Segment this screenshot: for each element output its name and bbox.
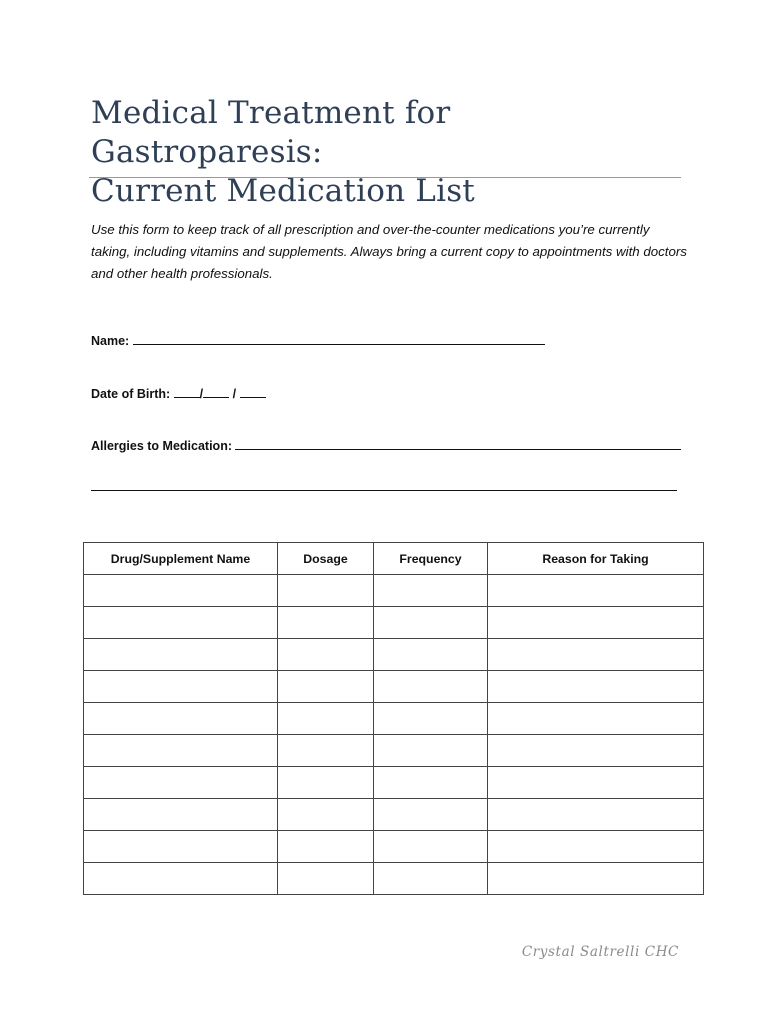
cell-frequency[interactable] xyxy=(374,735,488,767)
name-field xyxy=(91,332,545,348)
page-title xyxy=(91,94,691,211)
cell-reason[interactable] xyxy=(488,767,704,799)
table-row xyxy=(84,831,704,863)
cell-dosage[interactable] xyxy=(278,575,374,607)
allergies-continuation-line[interactable] xyxy=(91,490,677,491)
medication-table-body xyxy=(84,575,704,895)
cell-reason[interactable] xyxy=(488,607,704,639)
dob-field xyxy=(91,385,266,401)
cell-reason[interactable] xyxy=(488,799,704,831)
cell-frequency[interactable] xyxy=(374,639,488,671)
table-row xyxy=(84,703,704,735)
title-line-1: Medical Treatment for Gastroparesis: xyxy=(91,95,451,170)
cell-drug-name[interactable] xyxy=(84,767,278,799)
footer-author: Crystal Saltrelli CHC xyxy=(521,944,679,960)
cell-drug-name[interactable] xyxy=(84,639,278,671)
cell-dosage[interactable] xyxy=(278,863,374,895)
header-dosage: Dosage xyxy=(278,543,374,575)
dob-label: Date of Birth: xyxy=(91,387,171,401)
table-row xyxy=(84,607,704,639)
cell-frequency[interactable] xyxy=(374,671,488,703)
header-reason: Reason for Taking xyxy=(488,543,704,575)
cell-frequency[interactable] xyxy=(374,575,488,607)
dob-year-line[interactable] xyxy=(240,385,266,398)
cell-frequency[interactable] xyxy=(374,607,488,639)
cell-drug-name[interactable] xyxy=(84,863,278,895)
cell-reason[interactable] xyxy=(488,575,704,607)
name-label: Name: xyxy=(91,334,130,348)
dob-month-line[interactable] xyxy=(174,385,200,398)
title-line-2: Current Medication List xyxy=(91,173,475,209)
cell-dosage[interactable] xyxy=(278,639,374,671)
cell-reason[interactable] xyxy=(488,703,704,735)
table-row xyxy=(84,735,704,767)
table-header-row xyxy=(84,543,704,575)
cell-drug-name[interactable] xyxy=(84,831,278,863)
cell-dosage[interactable] xyxy=(278,703,374,735)
cell-reason[interactable] xyxy=(488,639,704,671)
table-row xyxy=(84,767,704,799)
cell-frequency[interactable] xyxy=(374,831,488,863)
cell-dosage[interactable] xyxy=(278,671,374,703)
cell-dosage[interactable] xyxy=(278,767,374,799)
cell-reason[interactable] xyxy=(488,863,704,895)
cell-drug-name[interactable] xyxy=(84,575,278,607)
table-row xyxy=(84,671,704,703)
cell-reason[interactable] xyxy=(488,831,704,863)
header-drug-name: Drug/Supplement Name xyxy=(84,543,278,575)
table-row xyxy=(84,639,704,671)
cell-drug-name[interactable] xyxy=(84,607,278,639)
dob-separator-1: / xyxy=(199,387,204,401)
header-frequency: Frequency xyxy=(374,543,488,575)
cell-dosage[interactable] xyxy=(278,799,374,831)
cell-reason[interactable] xyxy=(488,735,704,767)
cell-dosage[interactable] xyxy=(278,831,374,863)
cell-frequency[interactable] xyxy=(374,767,488,799)
cell-reason[interactable] xyxy=(488,671,704,703)
cell-dosage[interactable] xyxy=(278,607,374,639)
table-row xyxy=(84,575,704,607)
allergies-field xyxy=(91,437,681,453)
allergies-input-line[interactable] xyxy=(235,437,681,450)
dob-day-line[interactable] xyxy=(203,385,229,398)
medication-table xyxy=(83,542,704,895)
name-input-line[interactable] xyxy=(133,332,545,345)
table-row xyxy=(84,863,704,895)
table-row xyxy=(84,799,704,831)
allergies-label: Allergies to Medication: xyxy=(91,439,232,453)
cell-frequency[interactable] xyxy=(374,863,488,895)
cell-frequency[interactable] xyxy=(374,799,488,831)
title-divider xyxy=(89,177,681,178)
cell-frequency[interactable] xyxy=(374,703,488,735)
intro-text: Use this form to keep track of all prescription and over-the-counter medications you’re currently taking, including vitamins and supplements. Always bring a current copy to appointments with doctors and other health professionals. xyxy=(91,222,687,281)
cell-drug-name[interactable] xyxy=(84,735,278,767)
cell-drug-name[interactable] xyxy=(84,799,278,831)
cell-dosage[interactable] xyxy=(278,735,374,767)
cell-drug-name[interactable] xyxy=(84,671,278,703)
dob-separator-2: / xyxy=(232,387,237,401)
cell-drug-name[interactable] xyxy=(84,703,278,735)
